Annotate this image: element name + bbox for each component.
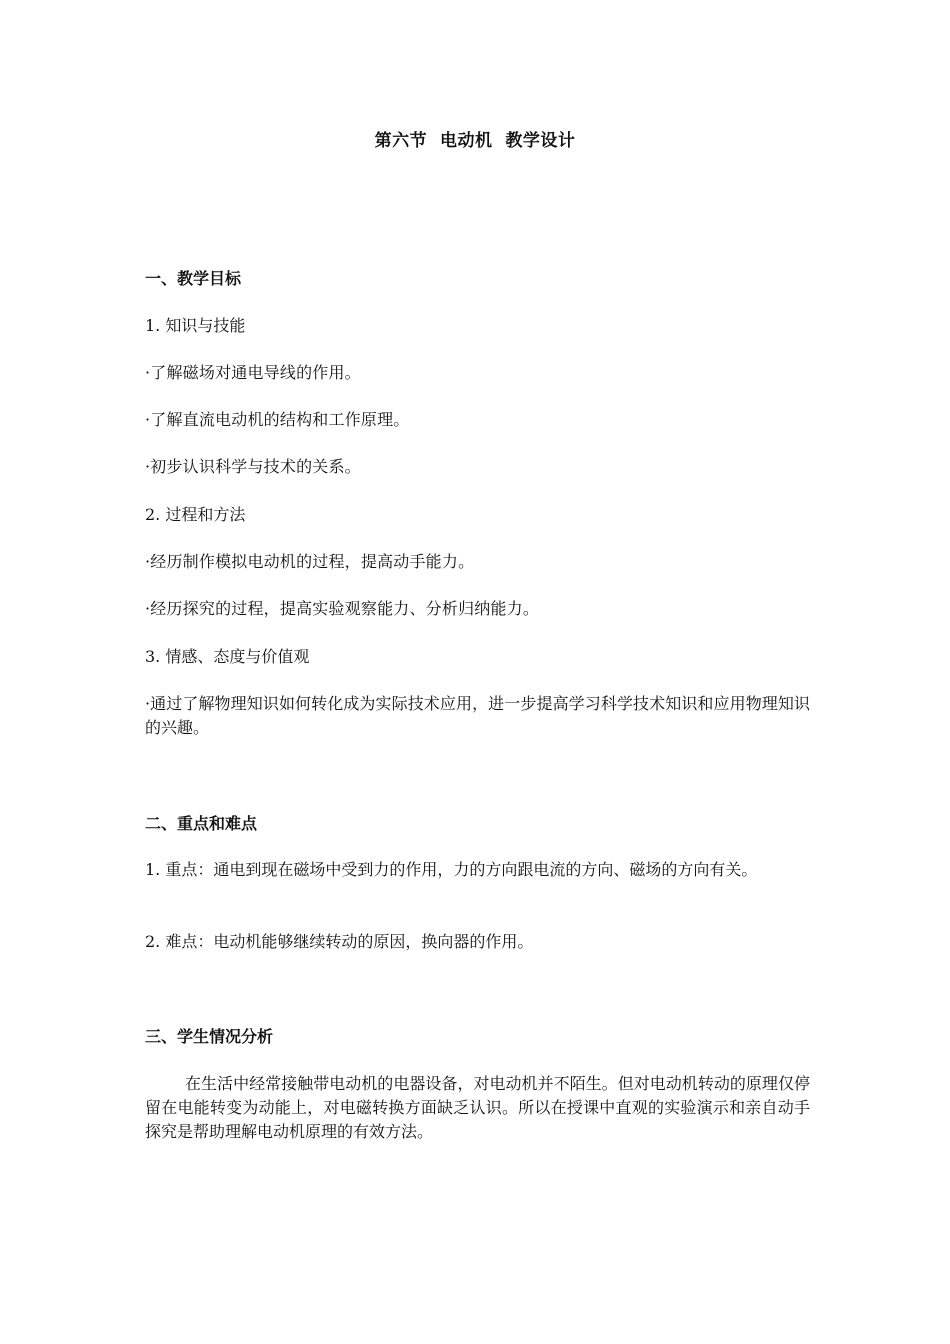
section-heading-key-points: 二、重点和难点: [145, 814, 258, 833]
difficulty-item: 2. 难点：电动机能够继续转动的原因，换向器的作用。: [145, 932, 534, 951]
subsection-attitude-values: 3. 情感、态度与价值观: [145, 647, 310, 666]
document-title: 第六节 电动机 教学设计: [374, 131, 576, 151]
key-point-item: 1. 重点：通电到现在磁场中受到力的作用，力的方向跟电流的方向、磁场的方向有关。: [145, 860, 758, 879]
section-heading-objectives: 一、教学目标: [145, 269, 242, 288]
bullet-item: ·经历探究的过程，提高实验观察能力、分析归纳能力。: [145, 599, 540, 618]
bullet-item: ·通过了解物理知识如何转化成为实际技术应用，进一步提高学习科学技术知识和应用物理知识的兴趣。: [145, 694, 810, 737]
section-heading-student-analysis: 三、学生情况分析: [145, 1027, 274, 1046]
bullet-item: ·初步认识科学与技术的关系。: [145, 457, 361, 476]
bullet-item: ·经历制作模拟电动机的过程，提高动手能力。: [145, 552, 475, 571]
bullet-item: ·了解直流电动机的结构和工作原理。: [145, 410, 410, 429]
student-analysis-paragraph: 在生活中经常接触带电动机的电器设备，对电动机并不陌生。但对电动机转动的原理仅停留在电能转变为动能上，对电磁转换方面缺乏认识。所以在授课中直观的实验演示和亲自动手探究是帮助理解电动机原理的有效方法。: [145, 1074, 810, 1141]
subsection-process-method: 2. 过程和方法: [145, 505, 246, 524]
bullet-item: ·了解磁场对通电导线的作用。: [145, 363, 361, 382]
subsection-knowledge-skills: 1. 知识与技能: [145, 316, 246, 335]
